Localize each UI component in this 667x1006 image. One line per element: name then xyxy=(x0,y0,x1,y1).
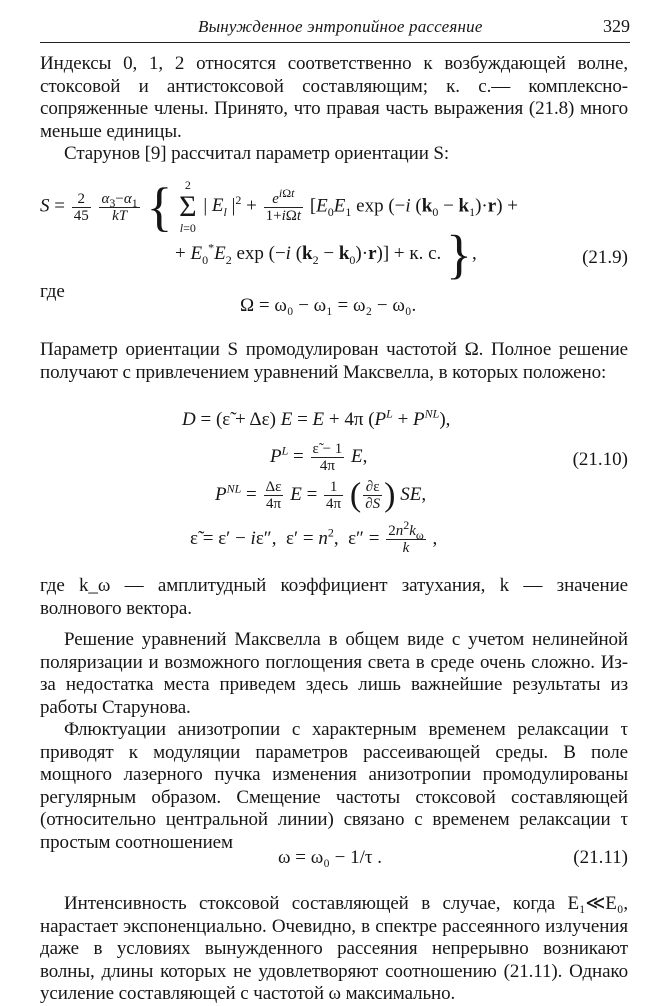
equation-number-21-9: (21.9) xyxy=(582,247,628,268)
paragraph-where: где xyxy=(40,281,65,302)
equation-number-21-10: (21.10) xyxy=(572,449,628,470)
paragraph-intensity: Интенсивность стоксовой составляющей в случае, когда E₁≪E₀, нарастает экспоненциально. Очевидно, в спектре рассеянного излучения даже в условиях вынужденного рассеяния непрерывно возникают волны, длины которых не удовлетворяют соотношению (21.11). Однако усиление составляющей с частотой ω максимально. xyxy=(40,893,628,1004)
paragraph-k-omega: где k_ω — амплитудный коэффициент затухания, k — значение волнового вектора. xyxy=(40,575,628,619)
page-number: 329 xyxy=(603,16,630,36)
paragraph-maxwell: Решение уравнений Максвелла в общем виде с учетом нелинейной поляризации и возможного поглощения света в среде очень сложно. Из-за недостатка места приведем здесь лишь важнейшие результаты из работы Старунова. xyxy=(40,629,628,718)
paragraph-orientation: Параметр ориентации S промодулирован частотой Ω. Полное решение получают с привлечением уравнений Максвелла, в которых положено: xyxy=(40,339,628,383)
page-header xyxy=(40,14,630,43)
equation-21-11: ω = ω₀ − 1/τ . (21.11) xyxy=(278,847,628,868)
equation-21-10: D = (ε̃ + Δε) E = E + 4π $(P^L + P^{NL})$, $P^L$ = $\frac{\varepsiloñ - 1}{4\pi}$ E, (21.10) $P^{NL}$ = $\frac{\Delta\varepsilon}{4\pi}$ E = $\frac{1}{4\pi}$ ( $\frac{\partial\varepsilon}{\partial S}$ ) SE, ε̃ = ε′ − iε″, $\varepsilon' = n^2$, ε″ = $\frac{2n^2k_\omega}{k}$ , xyxy=(182,406,628,556)
equation-number-21-11: (21.11) xyxy=(573,847,628,868)
paragraph-indices: Индексы 0, 1, 2 относятся соответственно к возбуждающей волне, стоксовой и антистоксовой составляющим; к. с.— комплексно-сопряженные члены. Принято, что правая часть выражения (21.8) много меньше единицы. xyxy=(40,53,628,142)
equation-omega-definition: Ω = ω₀ − ω₁ = ω₂ − ω₀. xyxy=(240,295,417,316)
running-title: Вынужденное энтропийное рассеяние xyxy=(198,17,483,36)
paragraph-starunov: Старунов [9] рассчитал параметр ориентации S: xyxy=(64,143,450,164)
equation-21-9: S = $\frac{2}{45}$ $\frac{\alpha_3-\alpha_1}{kT}$ { 2 Σ l=0 | $E_l$ $|^2$ + $\frac{e^{i\Omega t}}{\text{1+iΩt}}$ [$E_0E_1$ exp (−i $(k_0 - k_1)\cdot r$) + + $E_0^*E_2$ exp (−i $(k_2 - k_0)\cdot r)] + к$. с. }, (21.9) xyxy=(40,177,628,285)
page-content xyxy=(40,53,628,1006)
paragraph-fluctuations: Флюктуации анизотропии с характерным временем релаксации τ приводят к модуляции параметров рассеивающей среды. В поле мощного лазерного пучка изменения анизотропии промодулированы регулярным образом. Смещение частоты стоксовой составляющей (относительно центральной линии) связано с временем релаксации τ простым соотношением xyxy=(40,719,628,853)
